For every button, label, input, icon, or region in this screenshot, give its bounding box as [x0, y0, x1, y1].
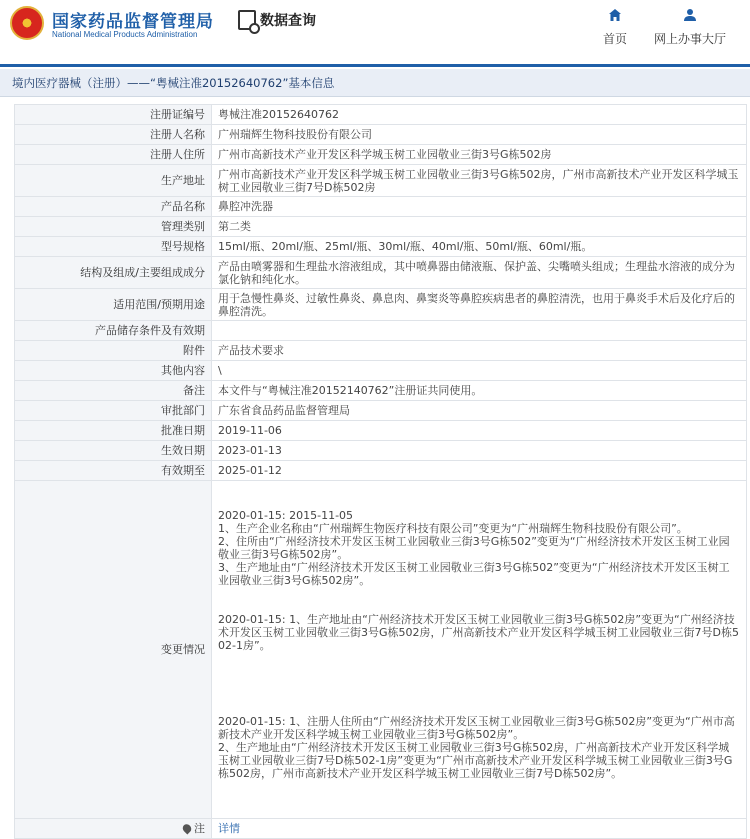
- field-label: 产品储存条件及有效期: [15, 321, 212, 341]
- table-row: [15, 341, 747, 361]
- field-label: 管理类别: [15, 217, 212, 237]
- emblem-logo: [10, 6, 44, 40]
- nav-online-office-label: 网上办事大厅: [653, 32, 726, 46]
- table-row: [15, 401, 747, 421]
- field-label: 结构及组成/主要组成成分: [15, 257, 212, 289]
- table-row: [15, 819, 747, 839]
- table-row: [15, 321, 747, 341]
- table-row: [15, 257, 747, 289]
- field-value-effective-date: 2023-01-13: [212, 441, 747, 461]
- home-icon: [608, 8, 622, 22]
- pin-icon: [181, 822, 193, 834]
- table-row: [15, 381, 747, 401]
- field-label: 批准日期: [15, 421, 212, 441]
- note-label-cell: [15, 819, 212, 839]
- field-value-product-name: 鼻腔冲洗器: [212, 197, 747, 217]
- note-value-cell: [212, 819, 747, 839]
- field-value-structure: 产品由喷雾器和生理盐水溶液组成，其中喷鼻器由储液瓶、保护盖、尖嘴喷头组成；生理盐水溶液的成分为氯化钠和纯化水。: [212, 257, 747, 289]
- field-label: 其他内容: [15, 361, 212, 381]
- field-label: 型号规格: [15, 237, 212, 257]
- change-entry: 2020-01-15: 1、注册人住所由“广州经济技术开发区玉树工业园敬业三街3号G栋502房”变更为“广州市高新技术产业开发区科学城玉树工业园敬业三街3号G栋502房”。 2、生产地址由“广州经济技术开发区玉树工业园敬业三街3号G栋502房，广州高新技术产业开发区科学城玉树工业园敬业三街7号D栋502-1房”变更为“广州市高新技术产业开发区科学城玉树工业园敬业三街3号G栋502房，广州市高新技术产业开发区科学城玉树工业园敬业三街7号D栋502房”。: [218, 715, 735, 780]
- field-value-changes: [212, 481, 747, 819]
- field-label: 注册人名称: [15, 125, 212, 145]
- field-value-approval-dept: 广东省食品药品监督管理局: [212, 401, 747, 421]
- nav-online-office[interactable]: [650, 8, 730, 47]
- table-row: [15, 105, 747, 125]
- field-label: 适用范围/预期用途: [15, 289, 212, 321]
- field-label: 生效日期: [15, 441, 212, 461]
- field-value-registrant-address: 广州市高新技术产业开发区科学城玉树工业园敬业三街3号G栋502房: [212, 145, 747, 165]
- change-spacer: [218, 678, 740, 689]
- breadcrumb: 境内医疗器械（注册）——“粤械注准20152640762”基本信息: [0, 69, 750, 97]
- table-row: [15, 461, 747, 481]
- site-title: 国家药品监督管理局: [52, 12, 214, 32]
- table-row: [15, 145, 747, 165]
- table-row: [15, 197, 747, 217]
- table-row: [15, 421, 747, 441]
- field-value-production-address: 广州市高新技术产业开发区科学城玉树工业园敬业三街3号G栋502房，广州市高新技术产业开发区科学城玉树工业园敬业三街7号D栋502房: [212, 165, 747, 197]
- field-value-remark: 本文件与“粤械注准20152140762”注册证共同使用。: [212, 381, 747, 401]
- field-label: 注册证编号: [15, 105, 212, 125]
- field-value-approval-date: 2019-11-06: [212, 421, 747, 441]
- field-value-attachment: 产品技术要求: [212, 341, 747, 361]
- field-label: 生产地址: [15, 165, 212, 197]
- table-row: [15, 441, 747, 461]
- table-row: [15, 361, 747, 381]
- field-value-registrant: 广州瑞辉生物科技股份有限公司: [212, 125, 747, 145]
- nav-home-label: 首页: [602, 32, 627, 46]
- change-entry: 2020-01-15: 2015-11-05 1、生产企业名称由“广州瑞辉生物医疗科技有限公司”变更为“广州瑞辉生物科技股份有限公司”。 2、住所由“广州经济技术开发区玉树工业园敬业三街3号G栋502”变更为“广州经济技术开发区玉树工业园敬业三街3号G栋502房”。 3、生产地址由“广州经济技术开发区玉树工业园敬业三街3号G栋502”变更为“广州经济技术开发区玉树工业园敬业三街3号G栋502房”。: [218, 509, 730, 587]
- field-value-storage: [212, 321, 747, 341]
- record-table-container: [14, 104, 746, 839]
- field-value-model-spec: 15ml/瓶、20ml/瓶、25ml/瓶、30ml/瓶、40ml/瓶、50ml/瓶、60ml/瓶。: [212, 237, 747, 257]
- site-subtitle: National Medical Products Administration: [52, 30, 198, 39]
- table-row: [15, 481, 747, 819]
- site-header: [0, 0, 750, 52]
- field-value-expiry-date: 2025-01-12: [212, 461, 747, 481]
- data-query-label: 数据查询: [260, 13, 316, 29]
- nav-home[interactable]: [600, 8, 630, 47]
- record-table: [14, 104, 747, 839]
- details-link[interactable]: 详情: [218, 822, 240, 835]
- field-value-management-class: 第二类: [212, 217, 747, 237]
- field-label: 注册人住所: [15, 145, 212, 165]
- field-label: 产品名称: [15, 197, 212, 217]
- field-value-intended-use: 用于急慢性鼻炎、过敏性鼻炎、鼻息肉、鼻窦炎等鼻腔疾病患者的鼻腔清洗，也用于鼻炎手术后及化疗后的鼻腔清洗。: [212, 289, 747, 321]
- table-row: [15, 165, 747, 197]
- table-row: [15, 289, 747, 321]
- field-value-other: \: [212, 361, 747, 381]
- table-row: [15, 217, 747, 237]
- field-label: 有效期至: [15, 461, 212, 481]
- table-row: [15, 125, 747, 145]
- note-label: 注: [194, 822, 205, 835]
- field-label: 审批部门: [15, 401, 212, 421]
- field-label: 备注: [15, 381, 212, 401]
- search-document-icon: [238, 10, 256, 30]
- data-query-link[interactable]: [238, 10, 316, 30]
- field-label: 附件: [15, 341, 212, 361]
- change-entry: 2020-01-15: 1、生产地址由“广州经济技术开发区玉树工业园敬业三街3号G栋502房”变更为“广州经济技术开发区玉树工业园敬业三街3号G栋502房，广州高新技术产业开发区科学城玉树工业园敬业三街7号D栋502-1房”。: [218, 613, 739, 652]
- field-label: 变更情况: [15, 481, 212, 819]
- table-row: [15, 237, 747, 257]
- field-value-reg-no: 粤械注准20152640762: [212, 105, 747, 125]
- header-divider: [0, 64, 750, 67]
- user-icon: [683, 8, 697, 22]
